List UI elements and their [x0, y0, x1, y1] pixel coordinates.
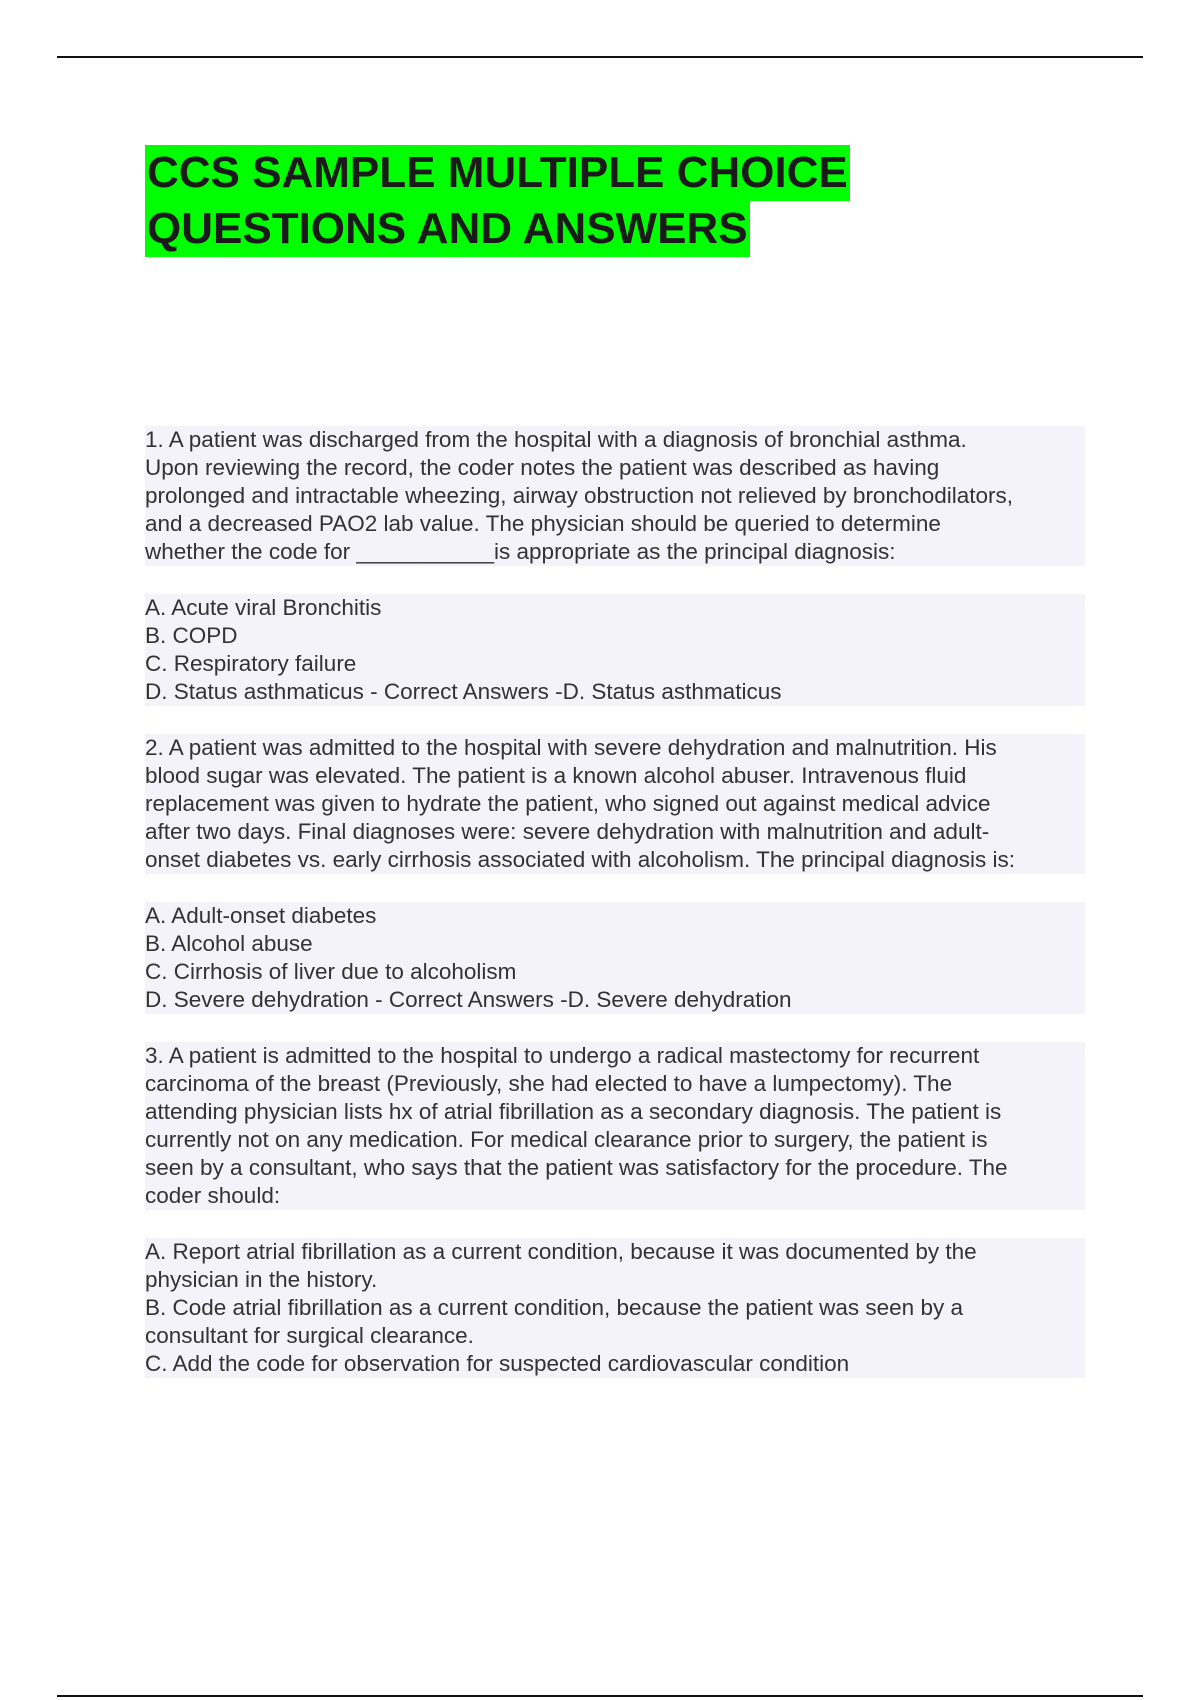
stem-line: attending physician lists hx of atrial fibrillation as a secondary diagnosis. The patient is: [145, 1099, 1002, 1124]
option-line: A. Report atrial fibrillation as a current condition, because it was documented by the: [145, 1238, 1085, 1266]
question-1-stem: [145, 426, 1085, 566]
option-line-answer: D. Status asthmaticus - Correct Answers -D. Status asthmaticus: [145, 678, 1085, 706]
question-2-options: [145, 902, 1085, 1014]
bottom-rule: [57, 1695, 1143, 1697]
option-line-answer: D. Severe dehydration - Correct Answers -D. Severe dehydration: [145, 986, 1085, 1014]
stem-line: after two days. Final diagnoses were: severe dehydration with malnutrition and adult-: [145, 819, 990, 844]
option-line: A. Acute viral Bronchitis: [145, 594, 1085, 622]
option-line: C. Respiratory failure: [145, 650, 1085, 678]
document-body: [145, 426, 1085, 1406]
option-line: B. Alcohol abuse: [145, 930, 1085, 958]
stem-line: replacement was given to hydrate the patient, who signed out against medical advice: [145, 791, 991, 816]
stem-line: and a decreased PAO2 lab value. The physician should be queried to determine: [145, 511, 941, 536]
question-3-options: [145, 1238, 1085, 1378]
question-2: [145, 734, 1085, 1014]
option-line: B. COPD: [145, 622, 1085, 650]
option-line: B. Code atrial fibrillation as a current condition, because the patient was seen by a: [145, 1294, 1085, 1322]
stem-line: 3. A patient is admitted to the hospital to undergo a radical mastectomy for recurrent: [145, 1043, 980, 1068]
stem-line: prolonged and intractable wheezing, airway obstruction not relieved by bronchodilators,: [145, 483, 1014, 508]
stem-line: 2. A patient was admitted to the hospital with severe dehydration and malnutrition. His: [145, 735, 997, 760]
option-line: A. Adult-onset diabetes: [145, 902, 1085, 930]
stem-line: coder should:: [145, 1183, 281, 1208]
stem-line: seen by a consultant, who says that the patient was satisfactory for the procedure. The: [145, 1155, 1008, 1180]
option-line: consultant for surgical clearance.: [145, 1322, 1085, 1350]
stem-line: currently not on any medication. For medical clearance prior to surgery, the patient is: [145, 1127, 988, 1152]
question-1-options: [145, 594, 1085, 706]
stem-line: onset diabetes vs. early cirrhosis associated with alcoholism. The principal diagnosis is:: [145, 847, 1015, 872]
stem-line: 1. A patient was discharged from the hospital with a diagnosis of bronchial asthma.: [145, 427, 967, 452]
question-2-stem: [145, 734, 1085, 874]
title-line-1: CCS SAMPLE MULTIPLE CHOICE: [145, 145, 850, 201]
option-line: C. Add the code for observation for suspected cardiovascular condition: [145, 1350, 1085, 1378]
stem-line: blood sugar was elevated. The patient is a known alcohol abuser. Intravenous fluid: [145, 763, 967, 788]
top-rule: [57, 56, 1143, 58]
question-3: [145, 1042, 1085, 1378]
stem-line: whether the code for ___________is appropriate as the principal diagnosis:: [145, 539, 896, 564]
stem-line: carcinoma of the breast (Previously, she had elected to have a lumpectomy). The: [145, 1071, 953, 1096]
title-line-2: QUESTIONS AND ANSWERS: [145, 201, 750, 257]
question-1: [145, 426, 1085, 706]
option-line: physician in the history.: [145, 1266, 1085, 1294]
question-3-stem: [145, 1042, 1085, 1210]
option-line: C. Cirrhosis of liver due to alcoholism: [145, 958, 1085, 986]
stem-line: Upon reviewing the record, the coder notes the patient was described as having: [145, 455, 940, 480]
document-title: [145, 145, 1025, 257]
